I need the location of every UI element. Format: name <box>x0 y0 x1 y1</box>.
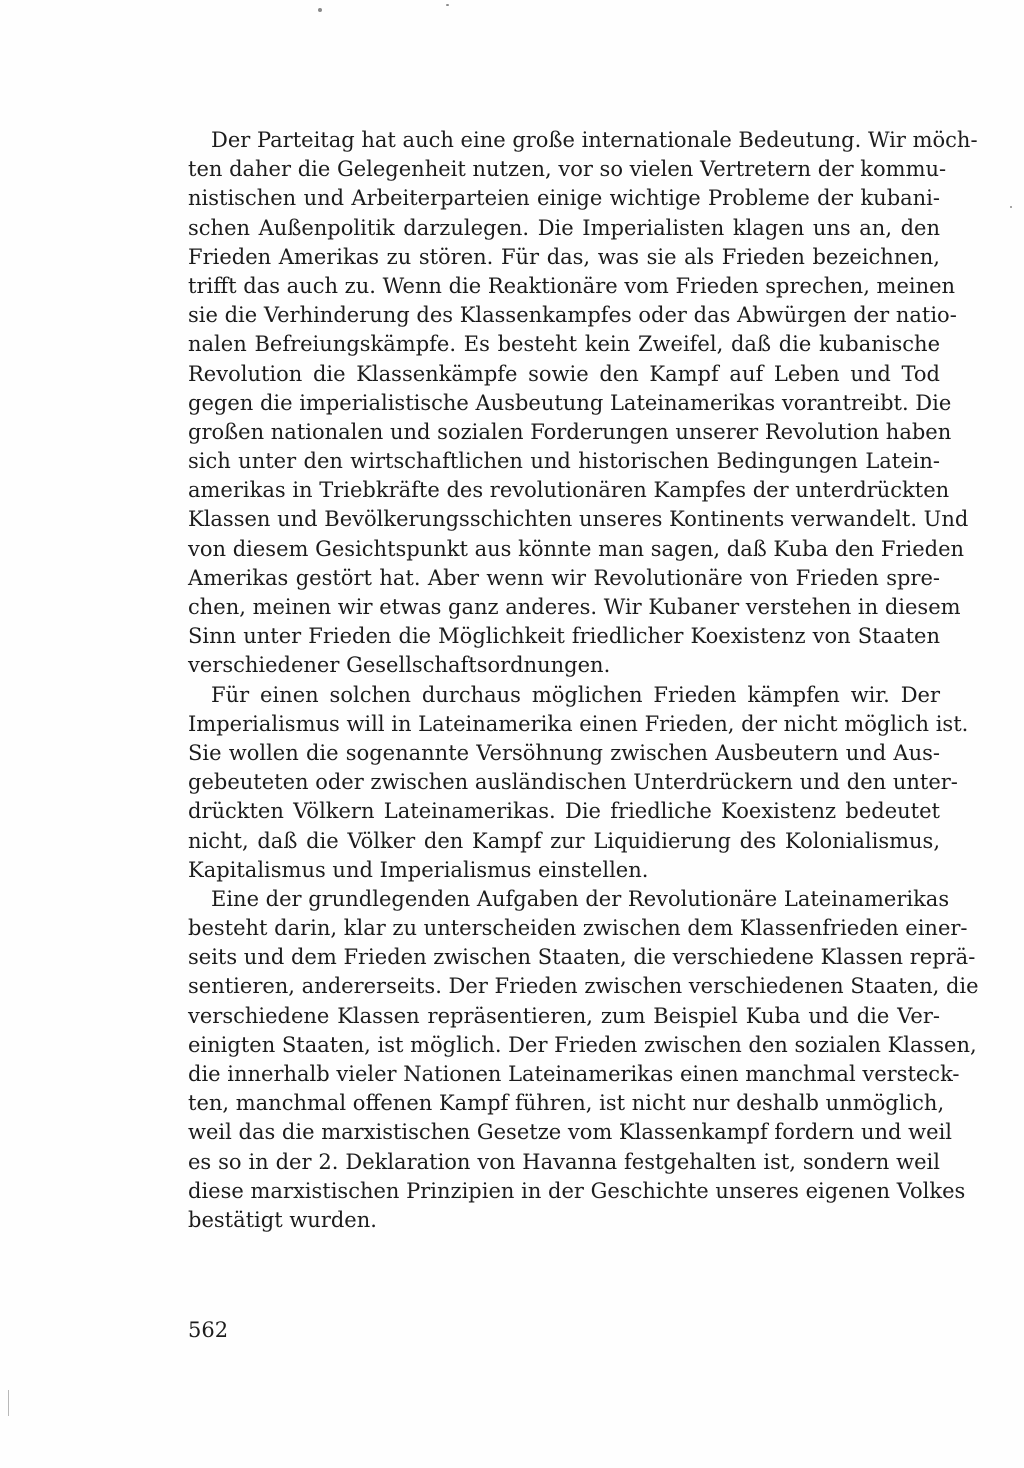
text-line: Amerikas gestört hat. Aber wenn wir Revolutionäre von Frieden spre- <box>188 565 940 590</box>
page-number: 562 <box>188 1318 229 1342</box>
text-line: gebeuteten oder zwischen ausländischen Unterdrückern und den unter- <box>188 770 958 795</box>
text-line: nalen Befreiungskämpfe. Es besteht kein Zweifel, daß die kubanische <box>188 332 940 357</box>
text-line: amerikas in Triebkräfte des revolutionären Kampfes der unterdrückten <box>188 478 950 503</box>
text-line: weil das die marxistischen Gesetze vom Klassenkampf fordern und weil <box>188 1120 952 1145</box>
scan-speck <box>446 4 449 6</box>
paragraph <box>188 885 979 1235</box>
text-line: Frieden Amerikas zu stören. Für das, was sie als Frieden bezeichnen, <box>188 244 940 269</box>
text-line: ten daher die Gelegenheit nutzen, vor so vielen Vertretern der kommu- <box>188 157 947 182</box>
text-line: sentieren, andererseits. Der Frieden zwischen verschiedenen Staaten, die <box>188 974 979 999</box>
text-line: besteht darin, klar zu unterscheiden zwischen dem Klassenfrieden einer- <box>188 916 968 941</box>
text-line: einigten Staaten, ist möglich. Der Frieden zwischen den sozialen Klassen, <box>188 1032 977 1057</box>
text-line: seits und dem Frieden zwischen Staaten, die verschiedene Klassen reprä- <box>188 945 976 970</box>
text-line: chen, meinen wir etwas ganz anderes. Wir Kubaner verstehen in diesem <box>188 595 961 619</box>
text-line: Eine der grundlegenden Aufgaben der Revolutionäre Lateinamerikas <box>211 886 950 911</box>
text-line: Sinn unter Frieden die Möglichkeit friedlicher Koexistenz von Staaten <box>188 624 940 649</box>
text-line: Für einen solchen durchaus möglichen Frieden kämpfen wir. Der <box>211 682 940 707</box>
text-line: nicht, daß die Völker den Kampf zur Liquidierung des Kolonialismus, <box>188 828 940 853</box>
text-line: es so in der 2. Deklaration von Havanna festgehalten ist, sondern weil <box>188 1149 940 1174</box>
text-line: bestätigt wurden. <box>188 1207 377 1232</box>
text-line: Klassen und Bevölkerungsschichten unseres Kontinents verwandelt. Und <box>188 507 969 532</box>
text-line: Der Parteitag hat auch eine große internationale Bedeutung. Wir möch- <box>211 128 978 152</box>
body-text <box>188 126 979 1235</box>
text-line: Sie wollen die sogenannte Versöhnung zwischen Ausbeutern und Aus- <box>188 740 940 765</box>
text-line: gegen die imperialistische Ausbeutung Lateinamerikas vorantreibt. Die <box>188 390 952 415</box>
scan-speck <box>318 8 322 12</box>
text-line: ten, manchmal offenen Kampf führen, ist nicht nur deshalb unmöglich, <box>188 1091 945 1116</box>
scan-speck <box>1010 206 1012 208</box>
text-line: trifft das auch zu. Wenn die Reaktionäre vom Frieden sprechen, meinen <box>188 273 956 298</box>
text-line: diese marxistischen Prinzipien in der Geschichte unseres eigenen Volkes <box>188 1178 966 1203</box>
text-line: großen nationalen und sozialen Forderungen unserer Revolution haben <box>188 419 952 444</box>
text-line: Revolution die Klassenkämpfe sowie den Kampf auf Leben und Tod <box>188 361 940 386</box>
text-line: verschiedene Klassen repräsentieren, zum Beispiel Kuba und die Ver- <box>188 1003 940 1028</box>
text-line: die innerhalb vieler Nationen Lateinamerikas einen manchmal versteck- <box>188 1062 960 1086</box>
text-line: sie die Verhinderung des Klassenkampfes oder das Abwürgen der natio- <box>188 303 957 328</box>
text-line: Kapitalismus und Imperialismus einstellen. <box>188 857 649 882</box>
text-line: von diesem Gesichtspunkt aus könnte man sagen, daß Kuba den Frieden <box>188 536 965 561</box>
text-line: nistischen und Arbeiterparteien einige wichtige Probleme der kubani- <box>188 186 940 211</box>
text-line: schen Außenpolitik darzulegen. Die Imperialisten klagen uns an, den <box>188 215 940 240</box>
text-line: Imperialismus will in Lateinamerika einen Frieden, der nicht möglich ist. <box>188 711 969 736</box>
text-line: sich unter den wirtschaftlichen und historischen Bedingungen Latein- <box>188 449 940 474</box>
paragraph <box>188 681 969 885</box>
text-line: drückten Völkern Lateinamerikas. Die friedliche Koexistenz bedeutet <box>188 799 940 824</box>
paragraph <box>188 126 978 681</box>
text-line: verschiedener Gesellschaftsordnungen. <box>188 653 611 678</box>
scan-edge-mark <box>8 1390 9 1416</box>
